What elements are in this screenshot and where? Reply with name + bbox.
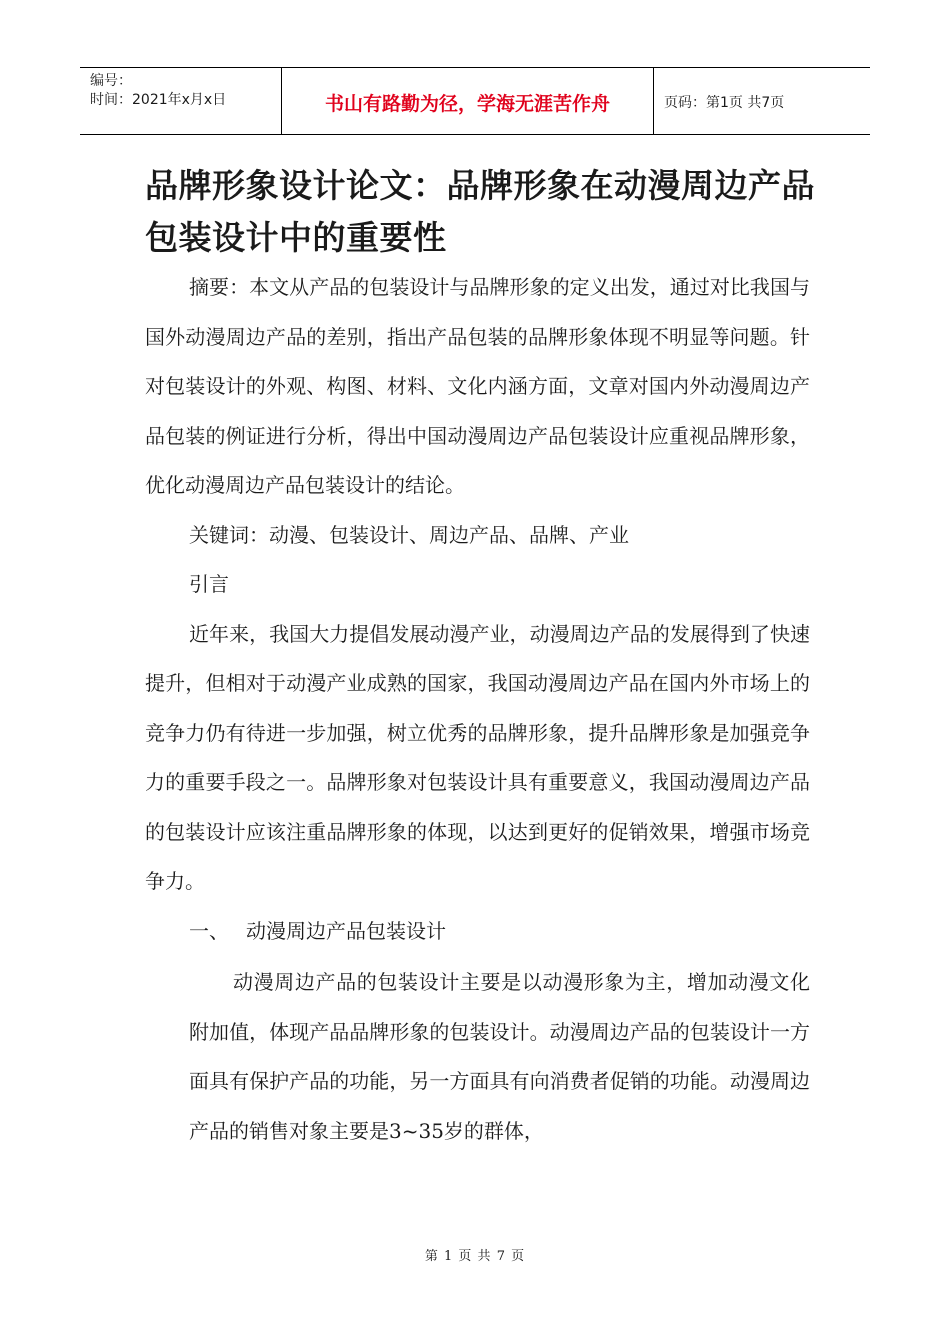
document-time-label: 时间：2021年x月x日: [90, 92, 227, 108]
section-1-paragraph: 动漫周边产品的包装设计主要是以动漫形象为主，增加动漫文化附加值，体现产品品牌形象的包装设计。动漫周边产品的包装设计一方面具有保护产品的功能，另一方面具有向消费者促销的功能。动漫周边产品的销售对象主要是3~35岁的群体，: [189, 970, 810, 1143]
section-1-heading: [145, 907, 810, 957]
header-motto-cell: [282, 68, 654, 134]
intro-heading: 引言: [189, 572, 229, 596]
document-number-label: 编号：: [90, 73, 132, 89]
header-motto: 书山有路勤为径，学海无涯苦作舟: [324, 92, 610, 115]
intro-paragraph: 近年来，我国大力提倡发展动漫产业，动漫周边产品的发展得到了快速提升，但相对于动漫产业成熟的国家，我国动漫周边产品在国内外市场上的竞争力仍有待进一步加强，树立优秀的品牌形象，提升品牌形象是加强竞争力的重要手段之一。品牌形象对包装设计具有重要意义，我国动漫周边产品的包装设计应该注重品牌形象的体现，以达到更好的促销效果，增强市场竞争力。: [145, 621, 810, 893]
abstract-paragraph: 摘要：本文从产品的包装设计与品牌形象的定义出发，通过对比我国与国外动漫周边产品的差别，指出产品包装的品牌形象体现不明显等问题。针对包装设计的外观、构图、材料、文化内涵方面，文章对国内外动漫周边产品包装的例证进行分析，得出中国动漫周边产品包装设计应重视品牌形象，优化动漫周边产品包装设计的结论。: [145, 275, 810, 497]
page-footer: 第 1 页 共 7 页: [424, 1249, 526, 1264]
header-page-cell: [654, 68, 870, 134]
section-1-title: 动漫周边产品包装设计: [246, 918, 446, 943]
document-title: 品牌形象设计论文：品牌形象在动漫周边产品包装设计中的重要性: [145, 166, 815, 257]
section-1-number: 一、: [189, 918, 229, 943]
document-body: [145, 263, 810, 1156]
header-meta-cell: [80, 68, 282, 134]
keywords-line: 关键词：动漫、包装设计、周边产品、品牌、产业: [189, 522, 629, 547]
document-header: [80, 67, 870, 135]
header-page-info: 页码：第1页 共7页: [664, 95, 785, 111]
